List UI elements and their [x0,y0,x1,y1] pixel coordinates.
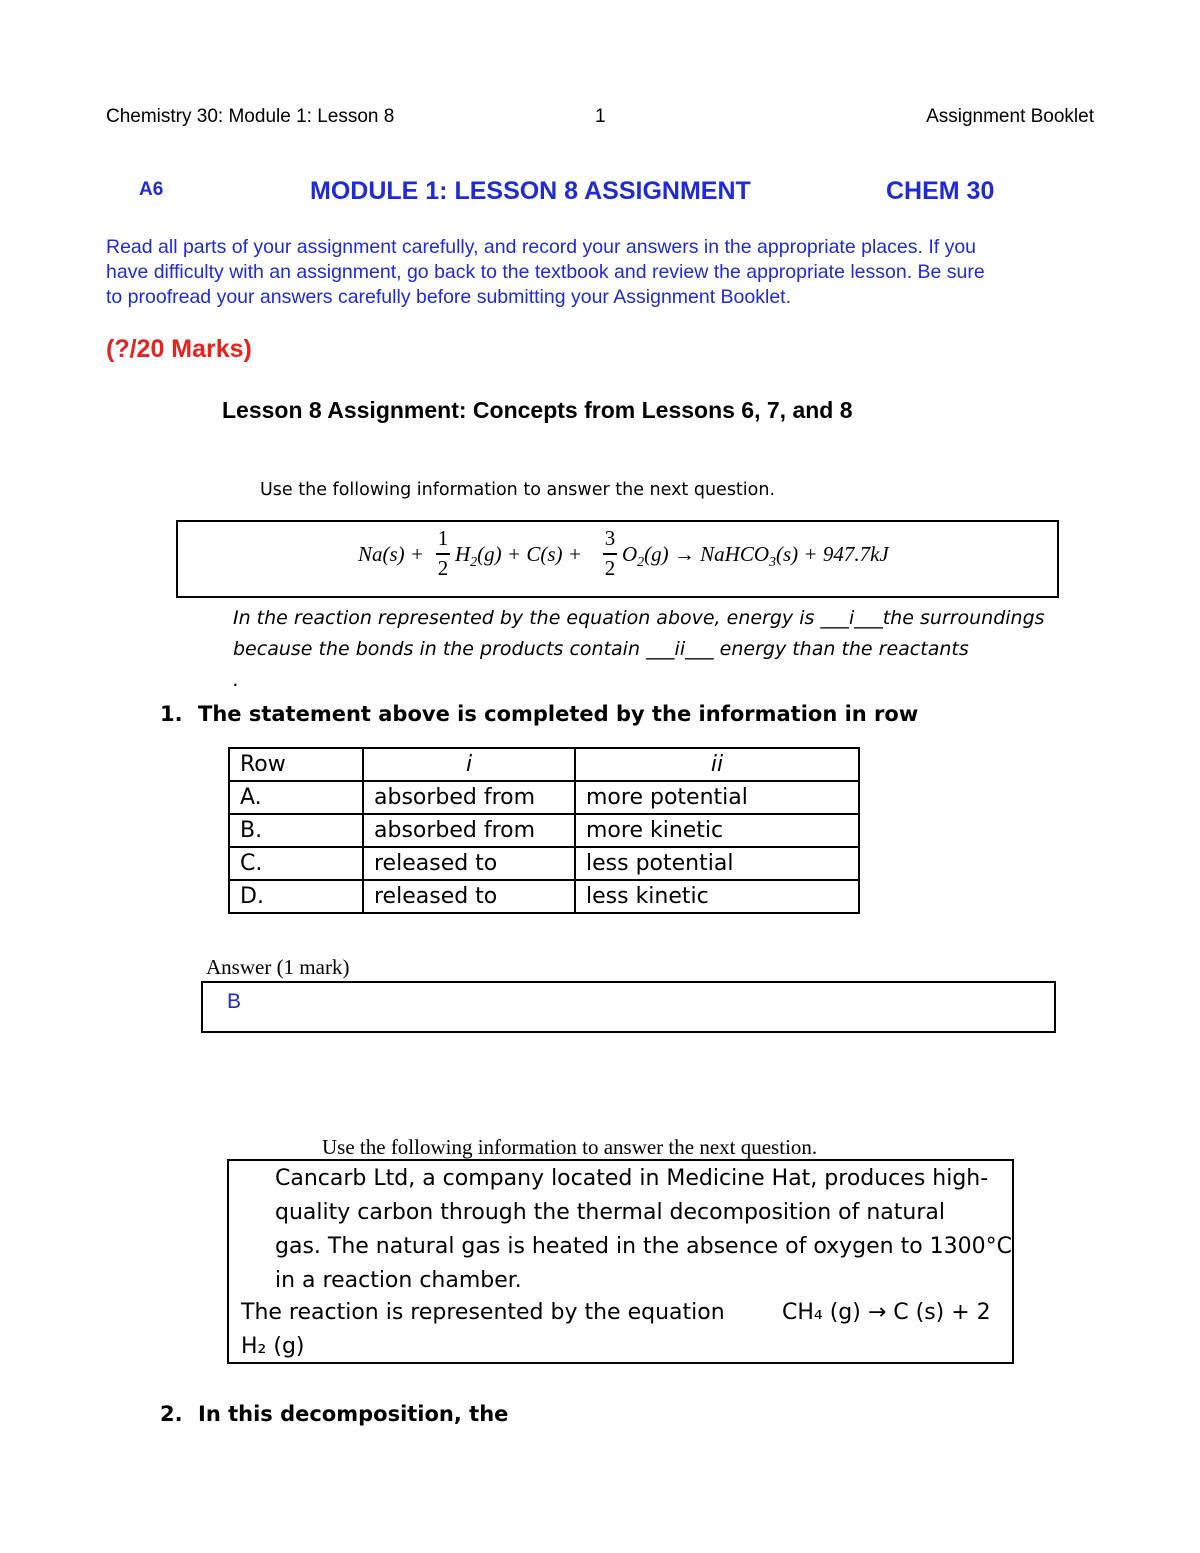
table-header-cell: ii [575,748,859,781]
page-number: 1 [595,106,606,127]
table-row [229,847,859,880]
statement-text: the surroundings [882,607,1045,629]
instructions [106,235,985,310]
table-cell: released to [363,847,575,880]
statement-text: energy than the reactants [713,638,969,660]
table-cell: C. [229,847,363,880]
fraction-denominator: 2 [437,556,449,580]
page-title: MODULE 1: LESSON 8 ASSIGNMENT [310,177,751,205]
assignment-code: A6 [139,179,164,200]
info-line: gas. The natural gas is heated in the absence of oxygen to 1300°C [275,1234,1013,1259]
fraction-numerator: 1 [437,526,449,550]
lesson-subtitle: Lesson 8 Assignment: Concepts from Lessons 6, 7, and 8 [222,397,853,423]
info-line: Cancarb Ltd, a company located in Medicine Hat, produces high- [275,1166,989,1191]
table-cell: B. [229,814,363,847]
fraction-denominator: 2 [604,556,616,580]
answer-field[interactable] [201,981,1056,1033]
eq-part: O [622,542,638,566]
table-cell: absorbed from [363,814,575,847]
eq-part: (s) + 947.7kJ [776,542,889,566]
q1-statement [233,603,1045,696]
q1-intro: Use the following information to answer the next question. [260,480,776,500]
statement-text: . [233,669,240,691]
chemical-equation [358,542,424,567]
table-cell: less kinetic [575,880,859,913]
fraction-numerator: 3 [604,526,616,550]
marks-total: (?/20 Marks) [106,335,252,363]
answer-value: B [227,990,242,1013]
chemical-equation-part [455,542,582,571]
instructions-line: Read all parts of your assignment carefully, and record your answers in the appropriate places. If you [106,236,977,258]
q2-number: 2. [160,1402,183,1426]
equation-line-text: The reaction is represented by the equation [241,1300,725,1325]
info-box [227,1159,1014,1364]
equation-line-formula: CH₄ (g) → C (s) + 2 [782,1300,991,1325]
q2-intro: Use the following information to answer the next question. [322,1135,818,1159]
instructions-line: to proofread your answers carefully before submitting your Assignment Booklet. [106,286,792,308]
table-row [229,880,859,913]
blank-i: ___i___ [820,607,883,629]
table-header-row [229,748,859,781]
eq-subscript: 3 [769,555,777,571]
statement-text: because the bonds in the products contain [233,638,647,660]
table-cell: more potential [575,781,859,814]
eq-subscript: 2 [470,555,478,571]
table-cell: less potential [575,847,859,880]
equation-line-continued: H₂ (g) [241,1334,305,1359]
q2-question: In this decomposition, the [198,1402,509,1426]
table-row [229,781,859,814]
eq-part: (g) → NaHCO [644,542,770,566]
info-line: quality carbon through the thermal decomposition of natural [275,1200,946,1225]
course-code: CHEM 30 [886,177,995,205]
eq-part: (g) + C(s) + [477,542,582,566]
statement-text: In the reaction represented by the equation above, energy is [233,607,821,629]
equation-box [176,520,1059,598]
table-cell: absorbed from [363,781,575,814]
table-cell: A. [229,781,363,814]
table-header-cell: Row [229,748,363,781]
table-cell: D. [229,880,363,913]
table-header-cell: i [363,748,575,781]
eq-part: Na(s) + [358,542,425,566]
info-line: in a reaction chamber. [275,1268,522,1293]
instructions-line: have difficulty with an assignment, go back to the textbook and review the appropriate lesson. Be sure [106,261,985,283]
page-header-right: Assignment Booklet [926,106,1094,127]
fraction-bar [603,553,617,555]
table-cell: more kinetic [575,814,859,847]
table-cell: released to [363,880,575,913]
page-header-left: Chemistry 30: Module 1: Lesson 8 [106,106,395,127]
answer-label: Answer (1 mark) [206,955,350,979]
table-row [229,814,859,847]
chemical-equation-part [622,542,889,571]
blank-ii: ___ii___ [646,638,714,660]
q1-number: 1. [160,702,183,726]
eq-subscript: 2 [637,555,645,571]
options-table [228,747,860,914]
eq-part: H [455,542,471,566]
q1-question: The statement above is completed by the information in row [198,702,919,726]
fraction-bar [436,553,450,555]
